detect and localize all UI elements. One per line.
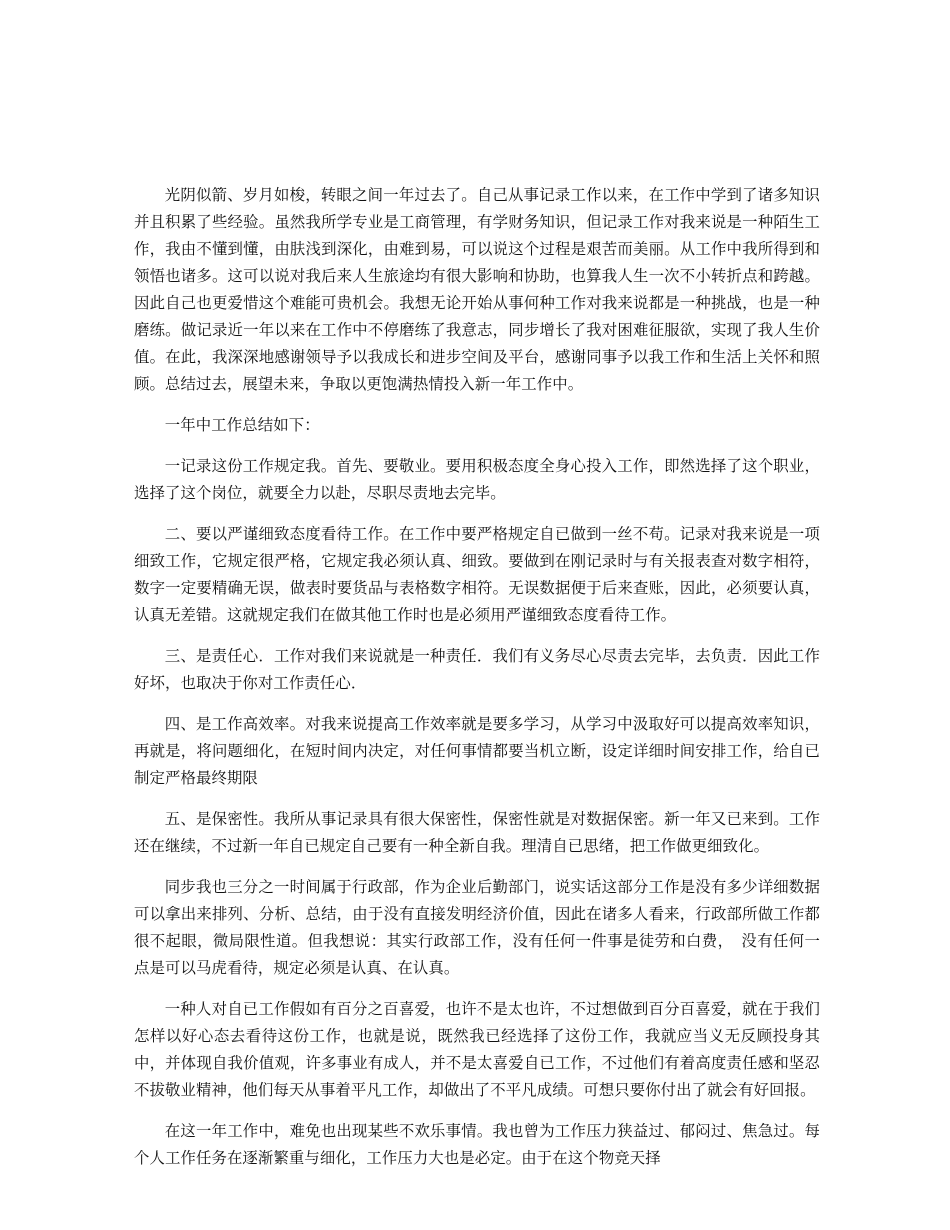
paragraph-attitude: 一种人对自已工作假如有百分之百喜爱，也许不是太也许，不过想做到百分百喜爱，就在于我们怎样以好心态去看待这份工作，也就是说，既然我已经选择了这份工作，我就应当义无反顾投身其中，并体现自我价值观，许多事业有成人，并不是太喜爱自已工作，不过他们有着高度责任感和坚忍不拔敬业精神，他们每天从事着平凡工作，却做出了不平凡成绩。可想只要你付出了就会有好回报。 xyxy=(134,1000,820,1099)
paragraph-admin-work: 同步我也三分之一时间属于行政部，作为企业后勤部门，说实话这部分工作是没有多少详细数据可以拿出来排列、分析、总结，由于没有直接发明经济价值，因此在诸多人看来，行政部所做工作都很不起眼，微局限性道。但我想说：其实行政部工作，没有任何一件事是徒劳和白费， 没有任何一点是可以马虎看待，规定必须是认真、在认真。 xyxy=(134,878,820,977)
paragraph-point-5: 五、是保密性。我所从事记录具有很大保密性，保密性就是对数据保密。新一年又已来到。工作还在继续，不过新一年自已规定自己要有一种全新自我。理清自已思绪，把工作做更细致化。 xyxy=(134,810,820,855)
paragraph-point-2: 二、要以严谨细致态度看待工作。在工作中要严格规定自已做到一丝不苟。记录对我来说是一项细致工作，它规定很严格，它规定我必须认真、细致。要做到在刚记录时与有关报表查对数字相符，数字一定要精确无误，做表时要货品与表格数字相符。无误数据便于后来查账，因此，必须要认真，认真无差错。这就规定我们在做其他工作时也是必须用严谨细致态度看待工作。 xyxy=(134,525,820,624)
document-body xyxy=(134,182,820,1186)
paragraph-intro: 光阴似箭、岁月如梭，转眼之间一年过去了。自己从事记录工作以来，在工作中学到了诸多知识并且积累了些经验。虽然我所学专业是工商管理，有学财务知识，但记录工作对我来说是一种陌生工作，我由不懂到懂，由肤浅到深化，由难到易，可以说这个过程是艰苦而美丽。从工作中我所得到和领悟也诸多。这可以说对我后来人生旅途均有很大影响和协助，也算我人生一次不小转折点和跨越。因此自己也更爱惜这个难能可贵机会。我想无论开始从事何种工作对我来说都是一种挑战，也是一种磨练。做记录近一年以来在工作中不停磨练了我意志，同步增长了我对困难征服欲，实现了我人生价值。在此，我深深地感谢领导予以我成长和进步空间及平台，感谢同事予以我工作和生活上关怀和照顾。总结过去，展望未来，争取以更饱满热情投入新一年工作中。 xyxy=(134,186,820,393)
paragraph-point-4: 四、是工作高效率。对我来说提高工作效率就是要多学习，从学习中汲取好可以提高效率知识，再就是，将问题细化，在短时间内决定，对任何事情都要当机立断，设定详细时间安排工作，给自已制定严格最终期限 xyxy=(134,715,820,787)
paragraph-summary-heading: 一年中工作总结如下： xyxy=(164,416,320,434)
paragraph-challenges: 在这一年工作中，难免也出现某些不欢乐事情。我也曾为工作压力狭益过、郁闷过、焦急过。每个人工作任务在逐渐繁重与细化，工作压力大也是必定。由于在这个物竞天择 xyxy=(134,1122,820,1167)
paragraph-point-1: 一记录这份工作规定我。首先、要敬业。要用积极态度全身心投入工作，即然选择了这个职业，选择了这个岗位，就要全力以赴，尽职尽责地去完毕。 xyxy=(134,457,820,502)
paragraph-point-3: 三、是责任心．工作对我们来说就是一种责任．我们有义务尽心尽责去完毕，去负责．因此工作好坏，也取决于你对工作责任心． xyxy=(134,647,820,692)
